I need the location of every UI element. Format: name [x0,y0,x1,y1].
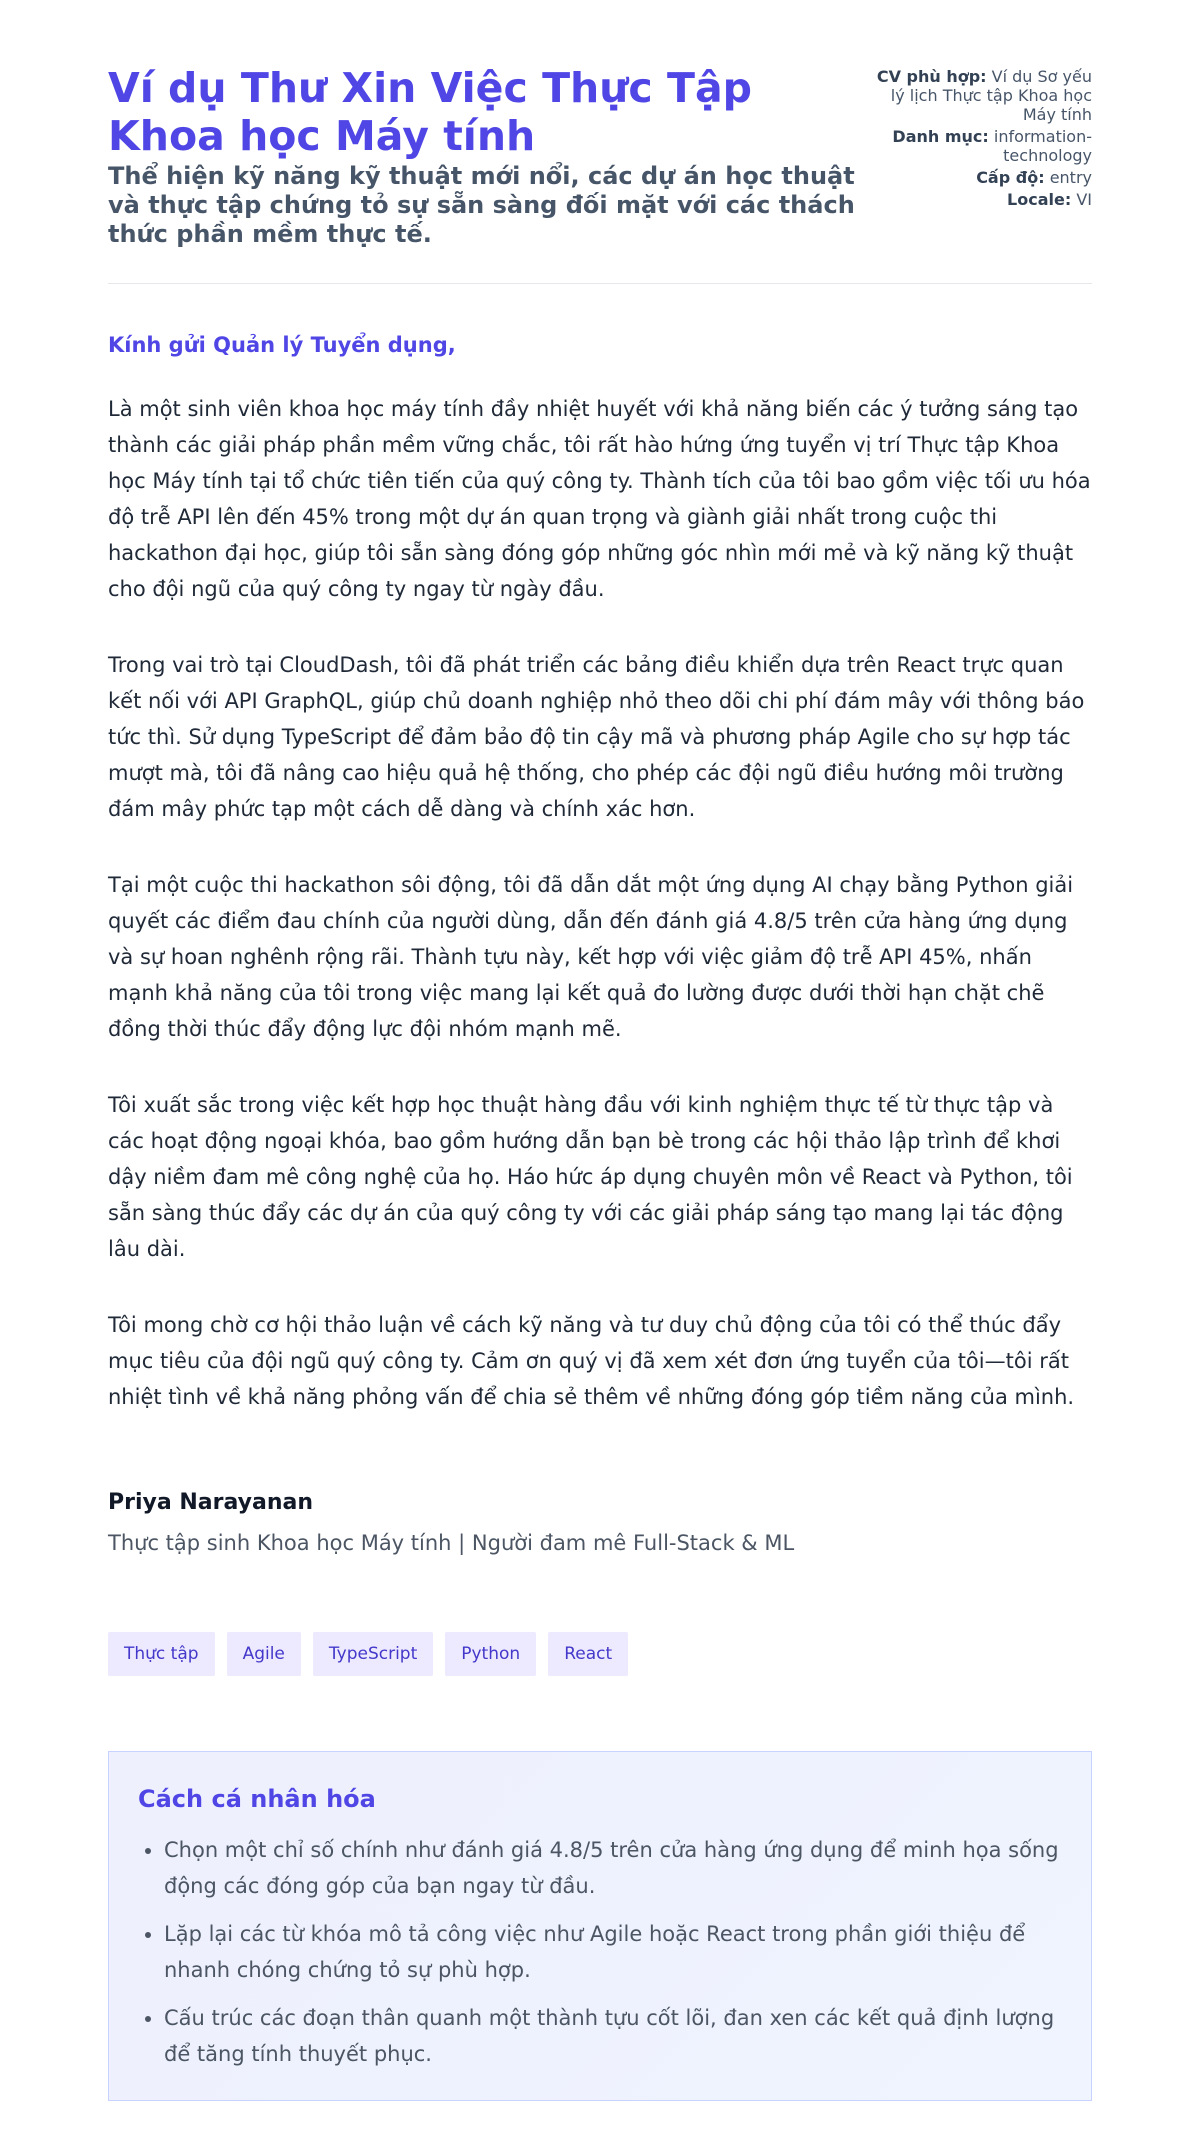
meta-cv [863,67,1092,124]
meta-cv-label: CV phù hợp: [876,67,987,86]
letter-paragraph: Tôi mong chờ cơ hội thảo luận về cách kỹ năng và tư duy chủ động của tôi có thể thúc đẩy mục tiêu của đội ngũ quý công ty. Cảm ơn quý vị đã xem xét đơn ứng tuyển của tôi—tôi rất nhiệt tình về khả năng phỏng vấn để chia sẻ thêm về những đóng góp tiềm năng của mình. [108,1313,1075,1409]
tag: Python [445,1632,536,1676]
meta-category-label: Danh mục: [892,127,989,146]
letter-body [108,331,1092,1557]
page-header [108,64,1092,249]
tag: Agile [227,1632,301,1676]
personalization-tips [108,1751,1092,2101]
page-title: Ví dụ Thư Xin Việc Thực Tập Khoa học Máy tính [108,64,752,160]
signature-name: Priya Narayanan [108,1490,313,1515]
metadata-panel [863,64,1092,212]
meta-level [863,168,1092,187]
tag: Thực tập [108,1632,215,1676]
meta-level-label: Cấp độ: [976,168,1045,187]
letter-paragraph: Là một sinh viên khoa học máy tính đầy nhiệt huyết với khả năng biến các ý tưởng sáng tạo thành các giải pháp phần mềm vững chắc, tôi rất hào hứng ứng tuyển vị trí Thực tập Khoa học Máy tính tại tổ chức tiên tiến của quý công ty. Thành tích của tôi bao gồm việc tối ưu hóa độ trễ API lên đến 45% trong một dự án quan trọng và giành giải nhất trong cuộc thi hackathon đại học, giúp tôi sẵn sàng đóng góp những góc nhìn mới mẻ và kỹ năng kỹ thuật cho đội ngũ của quý công ty ngay từ ngày đầu. [108,397,1091,601]
meta-locale-value: VI [1076,190,1092,209]
letter-paragraph: Trong vai trò tại CloudDash, tôi đã phát triển các bảng điều khiển dựa trên React trực quan kết nối với API GraphQL, giúp chủ doanh nghiệp nhỏ theo dõi chi phí đám mây với thông báo tức thì. Sử dụng TypeScript để đảm bảo độ tin cậy mã và phương pháp Agile cho sự hợp tác mượt mà, tôi đã nâng cao hiệu quả hệ thống, cho phép các đội ngũ điều hướng môi trường đám mây phức tạp một cách dễ dàng và chính xác hơn. [108,653,1085,821]
tag: TypeScript [313,1632,433,1676]
page-subtitle: Thể hiện kỹ năng kỹ thuật mới nổi, các dự án học thuật và thực tập chứng tỏ sự sẵn sàng đối mặt với các thách thức phần mềm thực tế. [108,162,855,248]
meta-category [863,127,1092,165]
salutation: Kính gửi Quản lý Tuyển dụng, [108,333,456,357]
signature-title: Thực tập sinh Khoa học Máy tính | Người đam mê Full-Stack & ML [108,1531,795,1555]
tips-title: Cách cá nhân hóa [138,1785,376,1813]
meta-level-value: entry [1049,168,1092,187]
header-divider [108,283,1092,284]
header-titles [108,64,863,249]
tag: React [548,1632,628,1676]
meta-category-value: information-technology [993,127,1092,165]
list-item: • Chọn một chỉ số chính như đánh giá 4.8/5 trên cửa hàng ứng dụng để minh họa sống động các đóng góp của bạn ngay từ đầu. [164,1832,1062,1904]
cover-letter-page [108,0,1092,2101]
list-item: • Lặp lại các từ khóa mô tả công việc như Agile hoặc React trong phần giới thiệu để nhanh chóng chứng tỏ sự phù hợp. [164,1916,1062,1988]
meta-locale [863,190,1092,209]
letter-paragraph: Tại một cuộc thi hackathon sôi động, tôi đã dẫn dắt một ứng dụng AI chạy bằng Python giải quyết các điểm đau chính của người dùng, dẫn đến đánh giá 4.8/5 trên cửa hàng ứng dụng và sự hoan nghênh rộng rãi. Thành tựu này, kết hợp với việc giảm độ trễ API 45%, nhấn mạnh khả năng của tôi trong việc mang lại kết quả đo lường được dưới thời hạn chặt chẽ đồng thời thúc đẩy động lực đội nhóm mạnh mẽ. [108,873,1074,1041]
meta-locale-label: Locale: [1007,190,1072,209]
tag-list [108,1632,1092,1676]
tips-list [138,1832,1062,2072]
meta-cv-value: Ví dụ Sơ yếu lý lịch Thực tập Khoa học Máy tính [890,67,1092,124]
list-item: • Cấu trúc các đoạn thân quanh một thành tựu cốt lõi, đan xen các kết quả định lượng để tăng tính thuyết phục. [164,2000,1062,2072]
letter-paragraph: Tôi xuất sắc trong việc kết hợp học thuật hàng đầu với kinh nghiệm thực tế từ thực tập và các hoạt động ngoại khóa, bao gồm hướng dẫn bạn bè trong các hội thảo lập trình để khơi dậy niềm đam mê công nghệ của họ. Háo hức áp dụng chuyên môn về React và Python, tôi sẵn sàng thúc đẩy các dự án của quý công ty với các giải pháp sáng tạo mang lại tác động lâu dài. [108,1093,1073,1261]
